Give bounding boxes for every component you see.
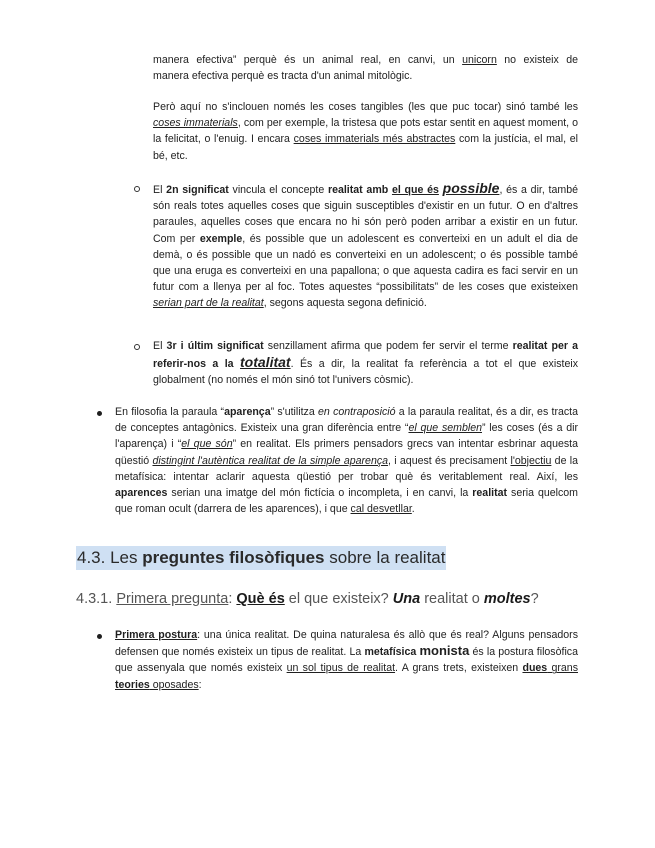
link-objectiu[interactable]: l'objectiu (510, 454, 552, 467)
heading-4-3: 4.3. Les preguntes filosòfiques sobre la realitat (76, 546, 446, 570)
sub-bullet-icon (134, 344, 140, 350)
link-coses-immaterials[interactable]: coses immaterials (153, 117, 238, 130)
link-primera-postura[interactable]: Primera postura (115, 629, 198, 641)
bullet-icon (97, 411, 102, 416)
link-un-sol-tipus[interactable]: un sol tipus de realitat (286, 662, 396, 675)
paragraph-unicorn-line2: manera efectiva perquè es tracta d'un animal mitològic. (153, 70, 413, 83)
emphasis-possible: possible (442, 180, 500, 196)
paragraph-unicorn (153, 52, 578, 84)
sub-item-tercer-significat: El 3r i últim significat senzillament afirma que podem fer servir el terme realitat per a referir-nos a la totalitat. És a dir, la realitat fa referència a tot el que existeix globalment (no només el món sinó tot l'univers còsmic). (153, 340, 578, 387)
link-el-que-es[interactable]: el que és (391, 184, 439, 196)
link-primera-pregunta[interactable]: Primera pregunta (116, 591, 229, 607)
link-distingint[interactable]: distingint l'autèntica realitat de la simple aparença (152, 454, 389, 467)
link-el-que-son[interactable]: el que són (181, 438, 233, 451)
emphasis-totalitat: totalitat (240, 354, 291, 371)
sub-item-segon-significat: El 2n significat vincula el concepte realitat amb el que és possible, és a dir, també són reals totes aquelles coses que siguin susceptibles d'existir en un futur. O en d'altres paraules, aquelles coses que encara no hi són però poden arribar a existir en un futur. Com per exemple, és possible que un adolescent es converteixi en un adult el dia de demà, o és possible que un nadó es converteixi en un adolescent; o és possible també que una eruga es converteixi en una papallona; o que aquesta cadira es faci servir en un futur com a llenya per al foc. Totes aquestes “possibilitats” de les coses que existeixen serian part de la realitat, segons aquesta segona definició. (153, 180, 578, 310)
link-el-que-semblen[interactable]: el que semblen (408, 422, 482, 435)
link-serian-part[interactable]: serian part de la realitat (153, 297, 264, 310)
bullet-aparenca: En filosofia la paraula “aparença” s'utilitza en contraposició a la paraula realitat, és a dir, es tracta de conceptes antagònics. Existeix una gran diferència entre “el que semblen” les coses (és a dir l'aparença) i “el que són” en realitat. Els primers pensadors grecs van intentar esbrinar aquesta qüestió distingint l'autèntica realitat de la simple aparença, i aquest és precisament l'objectiu de la metafísica: intentar aclarir aquesta qüestió per trobar què és veritablement real. Així, les aparences serian una imatge del món fictícia o incompleta, i en canvi, la realitat seria quelcom que roman ocult (darrera de les aparences), i que cal desvetllar. (115, 406, 579, 516)
link-cal-desvetllar[interactable]: cal desvetllar (350, 503, 412, 516)
link-unicorn[interactable]: unicorn (462, 54, 497, 66)
bullet-icon (97, 634, 102, 639)
paragraph-immaterials: Però aquí no s'inclouen només les coses tangibles (les que puc tocar) sinó també les coses immaterials, com per exemple, la tristesa que pots estar sentit en aquest moment, o la felicitat, o l'enuig. I encara coses immaterials més abstractes com la justícia, el mal, el bé, etc. (153, 101, 579, 162)
heading-4-3-1: 4.3.1. Primera pregunta: Què és el que existeix? Una realitat o moltes? (76, 591, 539, 607)
bullet-primera-postura: Primera postura: una única realitat. De quina naturalesa és allò que és real? Alguns pensadors defensen que només existeix un tipus de realitat. La metafísica monista és la postura filosòfica que assenyala que només existeix un sol tipus de realitat. A grans trets, existeixen dues grans teories oposades: (115, 629, 578, 691)
paragraph-unicorn-line1: manera efectiva” perquè és un animal real, en canvi, un unicorn no existeix de (153, 54, 578, 66)
sub-bullet-icon (134, 186, 140, 192)
link-coses-abstractes[interactable]: coses immaterials més abstractes (293, 133, 456, 146)
